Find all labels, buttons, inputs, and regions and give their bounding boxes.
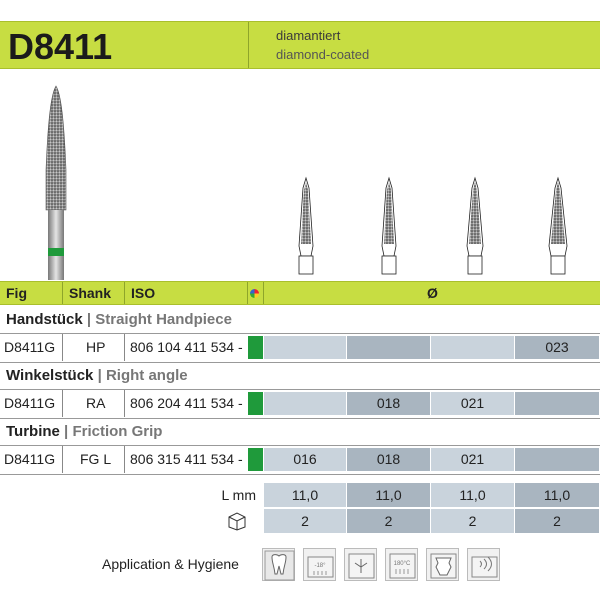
cell-divider: [124, 390, 125, 417]
row-divider: [0, 362, 600, 363]
header-divider: [62, 282, 63, 304]
application-hygiene-label: Application & Hygiene: [102, 556, 239, 572]
length-value: 11,0: [347, 483, 430, 507]
section-subtitle: Friction Grip: [72, 423, 163, 440]
green-color-marker: [248, 392, 263, 415]
row-divider: [0, 418, 600, 419]
table-row: [0, 334, 600, 361]
iso-cell: 806 204 411 534 -: [130, 395, 243, 411]
section-separator: |: [82, 311, 96, 328]
col-fig: Fig: [6, 285, 27, 301]
section-title: Winkelstück: [6, 367, 94, 384]
table-row: [0, 390, 600, 417]
section-straight-handpiece: [0, 308, 600, 332]
color-code-icon: [250, 289, 259, 298]
cell-divider: [124, 334, 125, 361]
section-right-angle: [0, 364, 600, 388]
section-heading: [6, 367, 188, 384]
svg-text:-18°: -18°: [314, 563, 326, 569]
iso-cell: 806 104 411 534 -: [130, 339, 243, 355]
sterilization-180-icon: [385, 548, 418, 581]
cell-divider: [124, 446, 125, 473]
section-heading: [6, 423, 162, 440]
shank-cell: FG L: [80, 451, 112, 467]
size-cell: 016: [264, 448, 346, 471]
ultrasonic-bath-icon: [467, 548, 500, 581]
pack-value: 2: [264, 509, 346, 533]
col-diameter: Ø: [427, 285, 438, 301]
row-divider: [0, 474, 600, 475]
col-shank: Shank: [69, 285, 112, 301]
product-header: [0, 21, 600, 69]
length-label: L mm: [221, 487, 256, 503]
length-value: 11,0: [264, 483, 346, 507]
fig-cell: D8411G: [4, 395, 56, 411]
size-cell: 018: [347, 448, 430, 471]
size-cell: [264, 392, 346, 415]
section-title: Turbine: [6, 423, 60, 440]
pack-value: 2: [515, 509, 599, 533]
size-cell: [347, 336, 430, 359]
section-separator: |: [93, 367, 106, 384]
cell-divider: [62, 390, 63, 417]
size-cell: [515, 392, 599, 415]
size-cell: 021: [431, 448, 514, 471]
size-cell: 021: [431, 392, 514, 415]
size-cell: 023: [515, 336, 599, 359]
green-color-marker: [248, 336, 263, 359]
bur-head-023: [545, 176, 571, 276]
section-subtitle: Right angle: [105, 367, 188, 384]
bur-head-021: [462, 176, 488, 276]
fig-cell: D8411G: [4, 339, 56, 355]
fig-cell: D8411G: [4, 451, 56, 467]
iso-cell: 806 315 411 534 -: [130, 451, 243, 467]
box-icon: [226, 509, 248, 531]
header-divider: [247, 282, 248, 304]
pack-value: 2: [431, 509, 514, 533]
section-separator: |: [59, 423, 73, 440]
size-cell: [515, 448, 599, 471]
bur-product-image: [36, 80, 76, 280]
pack-value: 2: [347, 509, 430, 533]
section-subtitle: Straight Handpiece: [95, 311, 232, 328]
product-code: D8411: [8, 26, 113, 67]
length-value: 11,0: [431, 483, 514, 507]
col-iso: ISO: [131, 285, 156, 301]
size-cell: [431, 336, 514, 359]
cell-divider: [62, 334, 63, 361]
length-value: 11,0: [515, 483, 599, 507]
table-header: [0, 281, 600, 305]
size-cell: 018: [347, 392, 430, 415]
shank-cell: HP: [86, 339, 106, 355]
shank-cell: RA: [86, 395, 106, 411]
bur-head-016: [294, 176, 318, 276]
section-title: Handstück: [6, 311, 83, 328]
green-color-marker: [248, 448, 263, 471]
cell-divider: [62, 446, 63, 473]
header-divider: [248, 22, 249, 68]
disinfection-bath-icon: [303, 548, 336, 581]
section-heading: [6, 311, 232, 328]
svg-text:180°C: 180°C: [393, 561, 411, 567]
tooth-application-icon: [262, 548, 295, 581]
size-cell: [264, 336, 346, 359]
header-divider: [263, 282, 264, 304]
table-row: [0, 446, 600, 473]
subtitle-german: diamantiert: [276, 28, 341, 43]
subtitle-english: diamond-coated: [276, 47, 370, 62]
sterilization-autoclave-icon: [426, 548, 459, 581]
thermo-disinfector-icon: [344, 548, 377, 581]
header-divider: [124, 282, 125, 304]
section-friction-grip: [0, 420, 600, 444]
bur-head-018: [377, 176, 401, 276]
